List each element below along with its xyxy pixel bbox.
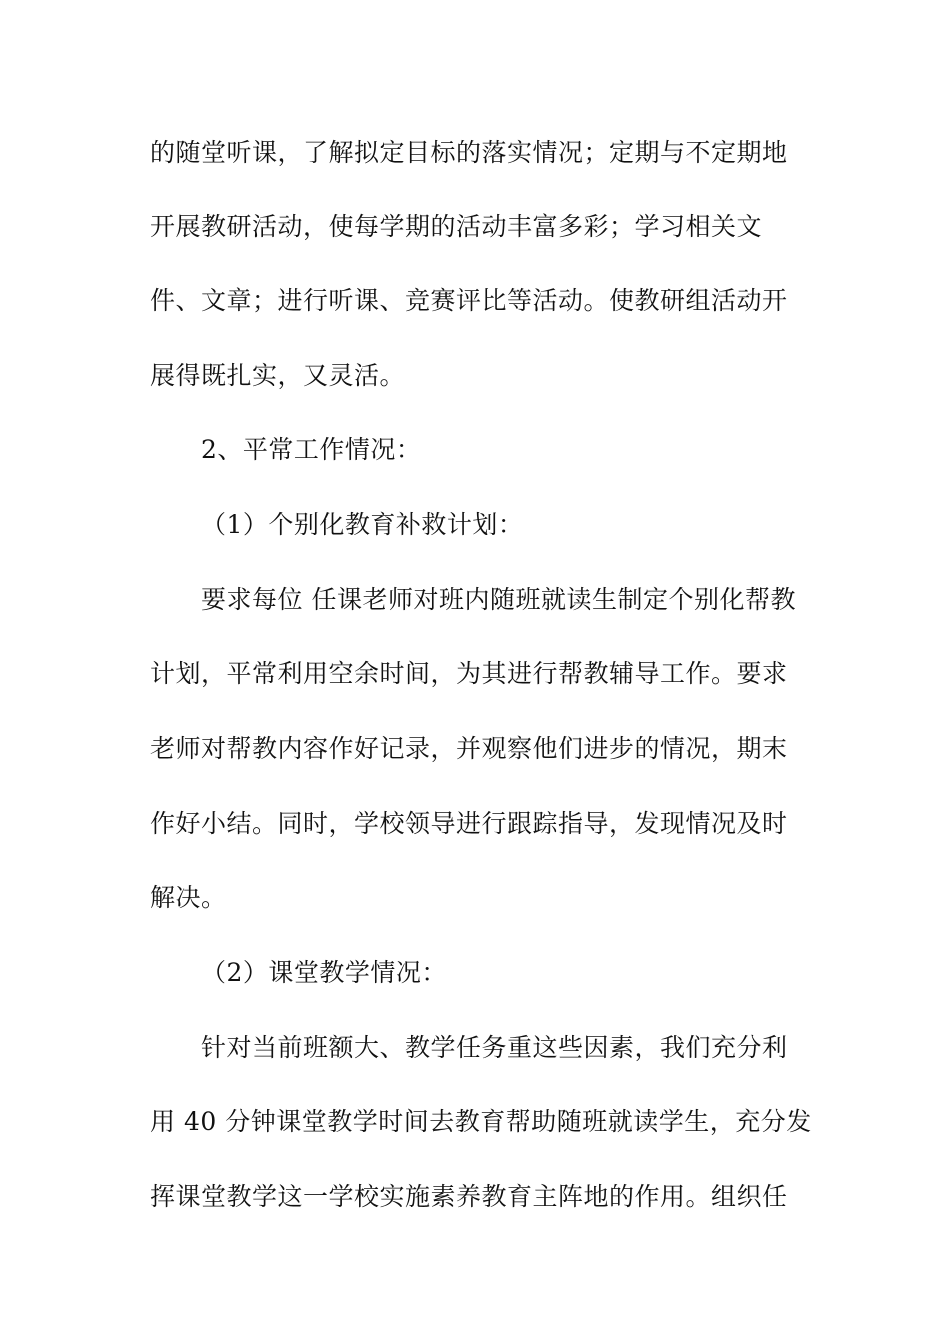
paragraph-line-10: 针对当前班额大、教学任务重这些因素，我们充分利 (201, 1033, 788, 1062)
section-heading-2: 2、平常工作情况： (201, 435, 422, 464)
paragraph-line-7: 老师对帮教内容作好记录，并观察他们进步的情况，期末 (150, 734, 788, 763)
paragraph-line-5: 要求每位 任课老师对班内随班就读生制定个别化帮教 (201, 585, 796, 614)
paragraph-line-2: 开展教研活动，使每学期的活动丰富多彩；学习相关文 (150, 212, 763, 241)
paragraph-line-12: 挥课堂教学这一学校实施素养教育主阵地的作用。组织任 (150, 1182, 788, 1211)
subsection-heading-1: （1）个别化教育补救计划： (201, 510, 524, 539)
paragraph-line-3: 件、文章；进行听课、竞赛评比等活动。使教研组活动开 (150, 286, 788, 315)
paragraph-line-6: 计划，平常利用空余时间，为其进行帮教辅导工作。要求 (150, 659, 788, 688)
paragraph-line-4: 展得既扎实，又灵活。 (150, 361, 406, 390)
paragraph-line-9: 解决。 (150, 883, 227, 912)
subsection-heading-2: （2）课堂教学情况： (201, 958, 447, 987)
paragraph-line-11: 用 40 分钟课堂教学时间去教育帮助随班就读学生，充分发 (150, 1107, 812, 1136)
paragraph-line-1: 的随堂听课，了解拟定目标的落实情况；定期与不定期地 (150, 138, 788, 167)
paragraph-line-8: 作好小结。同时，学校领导进行跟踪指导，发现情况及时 (150, 809, 788, 838)
